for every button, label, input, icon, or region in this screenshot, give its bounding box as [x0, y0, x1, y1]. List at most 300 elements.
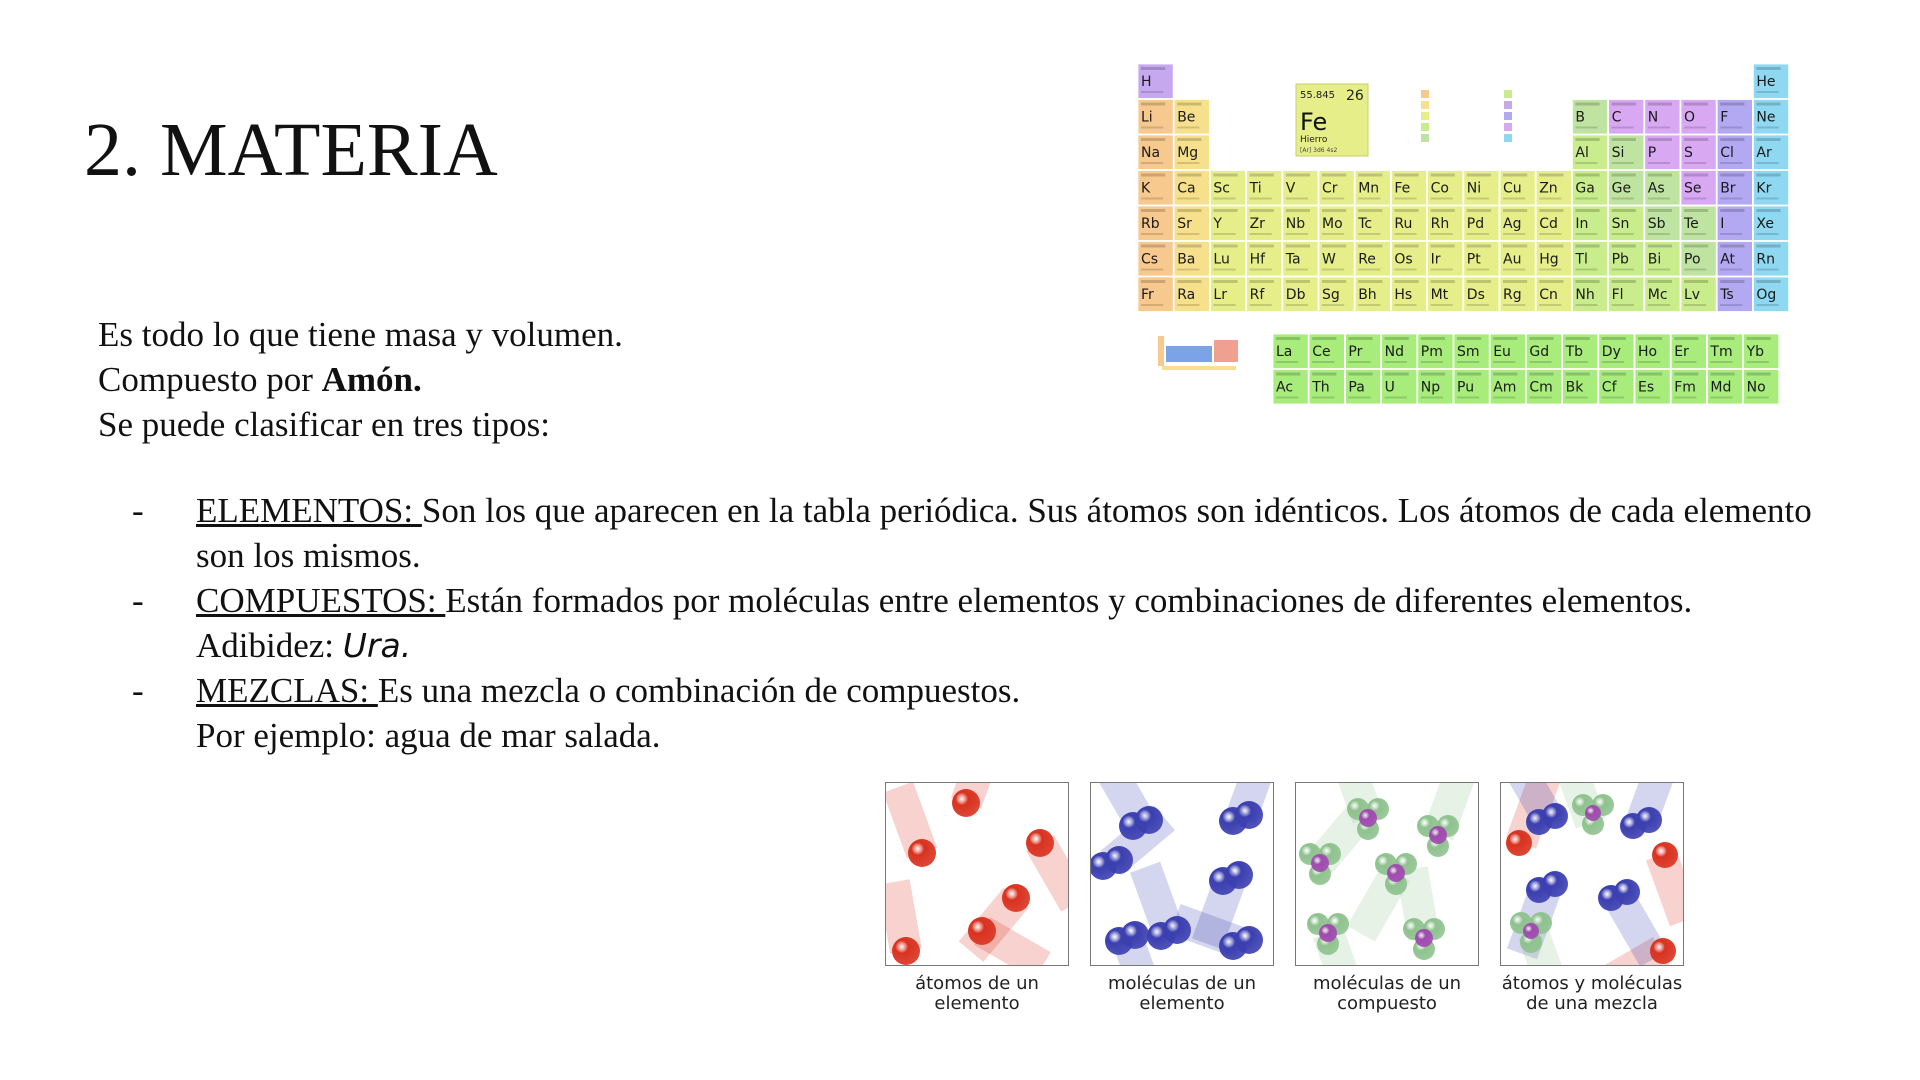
element-cell-Kr	[1753, 171, 1788, 206]
element-symbol: Es	[1638, 379, 1655, 396]
element-symbol: Tc	[1358, 216, 1373, 232]
example-text: Por ejemplo: agua de mar salada.	[196, 716, 661, 755]
element-symbol: Pd	[1466, 216, 1485, 232]
element-cell-Na	[1138, 135, 1173, 170]
element-symbol: Yb	[1746, 344, 1765, 360]
element-cell-Po	[1681, 242, 1716, 277]
caption-line-1: átomos de un	[915, 973, 1039, 994]
featured-mass: 55.845	[1300, 90, 1335, 101]
atom	[1163, 916, 1191, 944]
element-symbol: Ce	[1312, 344, 1331, 360]
element-cell-In	[1572, 206, 1607, 241]
atom	[1026, 829, 1054, 857]
element-cell-Te	[1681, 206, 1716, 241]
element-symbol: Cs	[1141, 251, 1159, 268]
atom	[1387, 864, 1405, 882]
atom	[1121, 921, 1149, 949]
element-cell-Tm	[1707, 334, 1742, 369]
element-cell-Cu	[1500, 171, 1535, 206]
element-cell-Be	[1174, 100, 1209, 135]
element-symbol: Dy	[1601, 344, 1621, 360]
atom	[1429, 826, 1447, 844]
atom	[1542, 871, 1568, 897]
element-symbol: Rb	[1141, 216, 1160, 232]
element-symbol: Ts	[1720, 287, 1734, 303]
element-symbol: Si	[1611, 145, 1625, 161]
element-symbol: Be	[1177, 109, 1196, 126]
element-cell-Sr	[1174, 206, 1209, 241]
featured-symbol: Fe	[1300, 108, 1328, 136]
element-cell-Rf	[1247, 277, 1282, 312]
element-symbol: B	[1575, 109, 1586, 126]
atom	[1235, 926, 1263, 954]
element-symbol: Nd	[1384, 344, 1404, 360]
atom	[1002, 884, 1030, 912]
type-text: Están formados por moléculas entre elementos y combinaciones de diferentes elementos.	[445, 581, 1693, 620]
element-symbol: I	[1720, 216, 1725, 232]
element-symbol: Zr	[1249, 216, 1265, 232]
panel-caption	[1500, 974, 1684, 1014]
element-symbol: Pr	[1348, 344, 1363, 360]
element-cell-Ge	[1609, 171, 1644, 206]
element-cell-O	[1681, 100, 1716, 135]
element-symbol: Ni	[1466, 180, 1482, 197]
element-cell-Si	[1609, 135, 1644, 170]
element-cell-Co	[1428, 171, 1463, 206]
atom	[1585, 805, 1601, 821]
element-symbol: He	[1756, 74, 1776, 90]
element-symbol: Th	[1312, 379, 1330, 396]
element-cell-Ga	[1572, 171, 1607, 206]
atom	[908, 839, 936, 867]
element-symbol: Mo	[1322, 216, 1343, 232]
list-dash: -	[132, 491, 144, 530]
element-cell-No	[1744, 370, 1779, 405]
element-symbol: Fr	[1141, 287, 1154, 303]
element-cell-Sg	[1319, 277, 1354, 312]
type-label: MEZCLAS:	[196, 671, 378, 710]
element-cell-Ir	[1428, 242, 1463, 277]
element-cell-F	[1717, 100, 1752, 135]
element-cell-As	[1645, 171, 1680, 206]
element-symbol: Ge	[1611, 180, 1632, 197]
element-cell-P	[1645, 135, 1680, 170]
atom	[1415, 929, 1433, 947]
element-symbol: Lu	[1213, 251, 1230, 268]
legend-swatches	[1421, 90, 1512, 142]
type-text: Son los que aparecen en la tabla periódica. Sus átomos son idénticos. Los átomos de cada elemento son los mismos.	[196, 491, 1812, 575]
element-symbol: Pa	[1348, 379, 1365, 396]
element-cell-Pu	[1454, 370, 1489, 405]
element-cell-Cl	[1717, 135, 1752, 170]
type-text: Es una mezcla o combinación de compuestos.	[377, 671, 1021, 710]
element-symbol: Ru	[1394, 216, 1413, 232]
element-cell-Pt	[1464, 242, 1499, 277]
element-symbol: P	[1647, 145, 1657, 161]
element-cell-Fl	[1609, 277, 1644, 312]
element-symbol: Ti	[1249, 180, 1262, 197]
element-cell-B	[1572, 100, 1607, 135]
element-cell-Hg	[1536, 242, 1571, 277]
element-cell-V	[1283, 171, 1318, 206]
element-cell-Bk	[1563, 370, 1598, 405]
element-symbol: Sn	[1611, 216, 1630, 232]
element-symbol: Cr	[1322, 180, 1338, 197]
element-cell-Hs	[1391, 277, 1426, 312]
element-symbol: F	[1720, 109, 1729, 126]
element-cell-Bh	[1355, 277, 1390, 312]
intro-line-2-bold: Amón.	[321, 360, 422, 399]
periodic-table	[1138, 64, 1800, 414]
element-cell-La	[1273, 334, 1308, 369]
element-symbol: Hf	[1249, 251, 1266, 268]
example-prefix: Adibidez:	[196, 626, 343, 665]
element-symbol: Sg	[1322, 287, 1340, 303]
element-cell-Og	[1753, 277, 1788, 312]
element-cell-K	[1138, 171, 1173, 206]
element-cell-W	[1319, 242, 1354, 277]
element-symbol: Po	[1684, 251, 1701, 268]
element-cell-Tc	[1355, 206, 1390, 241]
atom	[952, 789, 980, 817]
atom	[1319, 924, 1337, 942]
caption-line-2: elemento	[1139, 993, 1225, 1014]
element-symbol: Cu	[1503, 180, 1522, 197]
element-cell-Zn	[1536, 171, 1571, 206]
element-symbol: Cf	[1601, 379, 1617, 396]
atom	[1542, 803, 1568, 829]
element-symbol: Md	[1710, 379, 1732, 396]
element-symbol: Sr	[1177, 216, 1192, 232]
element-symbol: In	[1575, 216, 1589, 232]
panel-atoms-element	[885, 782, 1069, 1014]
element-symbol: Sm	[1457, 344, 1480, 360]
mixture-illustration	[1501, 783, 1683, 965]
element-cell-Sb	[1645, 206, 1680, 241]
element-symbol: Mt	[1430, 287, 1449, 303]
diatomic-illustration	[1091, 783, 1273, 965]
slide-title: 2. MATERIA	[84, 108, 498, 192]
element-cell-Ho	[1635, 334, 1670, 369]
element-cell-Es	[1635, 370, 1670, 405]
element-symbol: Co	[1430, 180, 1449, 197]
periodic-table-graphic	[1138, 64, 1800, 414]
element-symbol: Zn	[1539, 180, 1558, 197]
element-symbol: Br	[1720, 180, 1736, 197]
element-symbol: Np	[1420, 379, 1441, 396]
element-symbol: Sc	[1213, 180, 1230, 197]
element-symbol: Ta	[1285, 251, 1301, 268]
element-cell-Cr	[1319, 171, 1354, 206]
element-cell-Np	[1418, 370, 1453, 405]
atom	[968, 917, 996, 945]
intro-text	[98, 312, 623, 447]
element-symbol: Rg	[1503, 287, 1522, 303]
element-symbol: Na	[1141, 145, 1161, 161]
element-symbol: Nh	[1575, 287, 1595, 303]
element-symbol: Lv	[1684, 287, 1701, 303]
element-cell-Pm	[1418, 334, 1453, 369]
element-symbol: Cn	[1539, 287, 1558, 303]
element-symbol: K	[1141, 180, 1151, 197]
element-cell-He	[1753, 64, 1788, 99]
element-cell-Os	[1391, 242, 1426, 277]
element-symbol: Mc	[1647, 287, 1668, 303]
compound-illustration	[1296, 783, 1478, 965]
element-symbol: Gd	[1529, 344, 1550, 360]
element-symbol: Ra	[1177, 287, 1196, 303]
atom	[1225, 861, 1253, 889]
element-cell-Sm	[1454, 334, 1489, 369]
caption-line-2: de una mezcla	[1526, 993, 1658, 1014]
element-cell-Cm	[1526, 370, 1561, 405]
element-symbol: H	[1141, 74, 1152, 90]
element-cell-Cf	[1599, 370, 1634, 405]
element-cell-Ce	[1309, 334, 1344, 369]
element-cell-Sn	[1609, 206, 1644, 241]
element-symbol: Se	[1684, 180, 1702, 197]
type-compuestos	[132, 578, 1832, 668]
element-cell-Mo	[1319, 206, 1354, 241]
caption-line-1: átomos y moléculas	[1501, 973, 1683, 994]
element-symbol: Ds	[1466, 287, 1485, 303]
element-symbol: Rn	[1756, 251, 1776, 268]
element-cell-Fe	[1391, 171, 1426, 206]
element-cell-Ru	[1391, 206, 1426, 241]
panel-image	[885, 782, 1069, 966]
featured-config: [Ar] 3d6 4s2	[1300, 147, 1338, 154]
element-symbol: Am	[1493, 379, 1517, 396]
type-mezclas	[132, 668, 1832, 758]
element-symbol: Au	[1503, 251, 1522, 268]
type-label: COMPUESTOS:	[196, 581, 446, 620]
matter-types-list	[132, 488, 1832, 758]
panel-image	[1500, 782, 1684, 966]
element-cell-Dy	[1599, 334, 1634, 369]
element-cell-Ds	[1464, 277, 1499, 312]
atom	[892, 937, 920, 965]
element-cell-Th	[1309, 370, 1344, 405]
element-cell-Cs	[1138, 242, 1173, 277]
element-symbol: V	[1285, 180, 1296, 197]
element-cell-Au	[1500, 242, 1535, 277]
atom	[1523, 923, 1539, 939]
element-cell-Md	[1707, 370, 1742, 405]
element-cell-Ni	[1464, 171, 1499, 206]
caption-line-2: compuesto	[1337, 993, 1437, 1014]
element-symbol: Bk	[1565, 379, 1584, 396]
atom	[1636, 807, 1662, 833]
element-cell-Mn	[1355, 171, 1390, 206]
element-cell-Gd	[1526, 334, 1561, 369]
element-symbol: Og	[1756, 287, 1777, 303]
element-cell-Nh	[1572, 277, 1607, 312]
element-symbol: Db	[1285, 287, 1306, 303]
panel-molecules-element	[1090, 782, 1274, 1014]
list-dash: -	[132, 581, 144, 620]
element-symbol: C	[1611, 109, 1622, 126]
featured-number: 26	[1346, 88, 1364, 104]
element-cell-Lr	[1210, 277, 1245, 312]
element-cell-Lu	[1210, 242, 1245, 277]
element-cell-At	[1717, 242, 1752, 277]
element-symbol: Hg	[1539, 251, 1559, 268]
element-cell-Xe	[1753, 206, 1788, 241]
element-cell-Hf	[1247, 242, 1282, 277]
featured-element-card	[1296, 84, 1368, 156]
list-dash: -	[132, 671, 144, 710]
element-symbol: W	[1322, 251, 1336, 268]
element-symbol: Nb	[1285, 216, 1306, 232]
element-cell-Re	[1355, 242, 1390, 277]
element-symbol: Te	[1684, 216, 1699, 232]
element-symbol: Mn	[1358, 180, 1380, 197]
element-symbol: Ac	[1276, 379, 1294, 396]
element-cell-N	[1645, 100, 1680, 135]
caption-line-1: moléculas de un	[1107, 973, 1257, 994]
element-cell-Pr	[1345, 334, 1380, 369]
element-symbol: O	[1684, 109, 1696, 126]
featured-name: Hierro	[1300, 135, 1328, 145]
element-symbol: Al	[1575, 145, 1589, 161]
atom	[1359, 809, 1377, 827]
type-elementos	[132, 488, 1832, 578]
panel-caption	[1090, 974, 1274, 1014]
panel-mixture	[1500, 782, 1684, 1014]
atoms-illustration	[886, 783, 1068, 965]
element-symbol: Tl	[1575, 251, 1588, 268]
example-handwritten: Ura.	[342, 626, 412, 665]
element-cell-C	[1609, 100, 1644, 135]
caption-line-2: elemento	[934, 993, 1020, 1014]
element-symbol: Ba	[1177, 251, 1196, 268]
element-symbol: U	[1384, 379, 1395, 396]
element-cell-Nb	[1283, 206, 1318, 241]
element-cell-Rb	[1138, 206, 1173, 241]
atom	[1235, 801, 1263, 829]
element-symbol: Ne	[1756, 109, 1776, 126]
element-cell-Pd	[1464, 206, 1499, 241]
element-cell-Mc	[1645, 277, 1680, 312]
element-cell-Ta	[1283, 242, 1318, 277]
element-symbol: N	[1647, 109, 1659, 126]
type-label: ELEMENTOS:	[196, 491, 422, 530]
atom	[1311, 854, 1329, 872]
element-symbol: Fm	[1674, 379, 1696, 396]
element-cell-Rh	[1428, 206, 1463, 241]
intro-line-2	[98, 357, 623, 402]
element-cell-Fr	[1138, 277, 1173, 312]
element-cell-Ts	[1717, 277, 1752, 312]
element-symbol: At	[1720, 251, 1736, 268]
element-symbol: Hs	[1394, 287, 1413, 303]
element-symbol: Bh	[1358, 287, 1377, 303]
caption-line-1: moléculas de un	[1312, 973, 1462, 994]
element-symbol: La	[1276, 344, 1293, 360]
element-symbol: Cm	[1529, 379, 1553, 396]
element-symbol: Ho	[1638, 344, 1658, 360]
element-cell-Ac	[1273, 370, 1308, 405]
atom	[1105, 846, 1133, 874]
element-cell-Ag	[1500, 206, 1535, 241]
element-symbol: Cd	[1539, 216, 1558, 232]
element-cell-Y	[1210, 206, 1245, 241]
element-symbol: Os	[1394, 251, 1413, 268]
element-cell-Nd	[1382, 334, 1417, 369]
intro-line-3: Se puede clasificar en tres tipos:	[98, 405, 550, 444]
element-cell-Bi	[1645, 242, 1680, 277]
element-symbol: Xe	[1756, 216, 1774, 232]
element-symbol: Bi	[1647, 251, 1662, 268]
element-cell-Ca	[1174, 171, 1209, 206]
element-symbol: Fe	[1394, 180, 1411, 197]
element-cell-Rg	[1500, 277, 1535, 312]
element-symbol: Rh	[1430, 216, 1450, 232]
element-symbol: Ar	[1756, 145, 1772, 161]
block-diagram-icon	[1158, 336, 1238, 370]
element-cell-Db	[1283, 277, 1318, 312]
element-symbol: Pm	[1420, 344, 1443, 360]
element-cell-Ba	[1174, 242, 1209, 277]
element-cell-Lv	[1681, 277, 1716, 312]
element-cell-Yb	[1744, 334, 1779, 369]
element-cell-Cd	[1536, 206, 1571, 241]
element-symbol: As	[1647, 180, 1665, 197]
element-cell-Pb	[1609, 242, 1644, 277]
element-cell-Fm	[1671, 370, 1706, 405]
element-symbol: Pt	[1466, 251, 1481, 268]
element-cell-Rn	[1753, 242, 1788, 277]
atom	[1135, 806, 1163, 834]
element-symbol: Li	[1141, 109, 1153, 126]
element-cell-Tb	[1563, 334, 1598, 369]
element-cell-S	[1681, 135, 1716, 170]
element-cell-I	[1717, 206, 1752, 241]
element-cell-Eu	[1490, 334, 1525, 369]
element-symbol: Fl	[1611, 287, 1624, 303]
element-cell-U	[1382, 370, 1417, 405]
element-symbol: Y	[1213, 216, 1222, 232]
atom	[1506, 830, 1532, 856]
element-cell-Cn	[1536, 277, 1571, 312]
element-cell-H	[1138, 64, 1173, 99]
element-symbol: Cl	[1720, 145, 1734, 161]
element-cell-Er	[1671, 334, 1706, 369]
element-symbol: Tb	[1565, 344, 1584, 360]
element-cell-Mt	[1428, 277, 1463, 312]
element-cell-Sc	[1210, 171, 1245, 206]
element-symbol: Ga	[1575, 180, 1595, 197]
element-symbol: Pu	[1457, 379, 1475, 396]
element-symbol: Tm	[1710, 344, 1733, 360]
panel-molecules-compound	[1295, 782, 1479, 1014]
element-cell-Ti	[1247, 171, 1282, 206]
element-symbol: No	[1746, 379, 1766, 396]
element-cell-Am	[1490, 370, 1525, 405]
panel-caption	[1295, 974, 1479, 1014]
atom	[1650, 938, 1676, 964]
element-cell-Ar	[1753, 135, 1788, 170]
atom	[1652, 842, 1678, 868]
element-cell-Tl	[1572, 242, 1607, 277]
panel-image	[1090, 782, 1274, 966]
element-cell-Zr	[1247, 206, 1282, 241]
element-cell-Se	[1681, 171, 1716, 206]
element-symbol: Re	[1358, 251, 1376, 268]
element-symbol: Rf	[1249, 287, 1265, 303]
element-cell-Li	[1138, 100, 1173, 135]
element-symbol: Kr	[1756, 180, 1772, 197]
